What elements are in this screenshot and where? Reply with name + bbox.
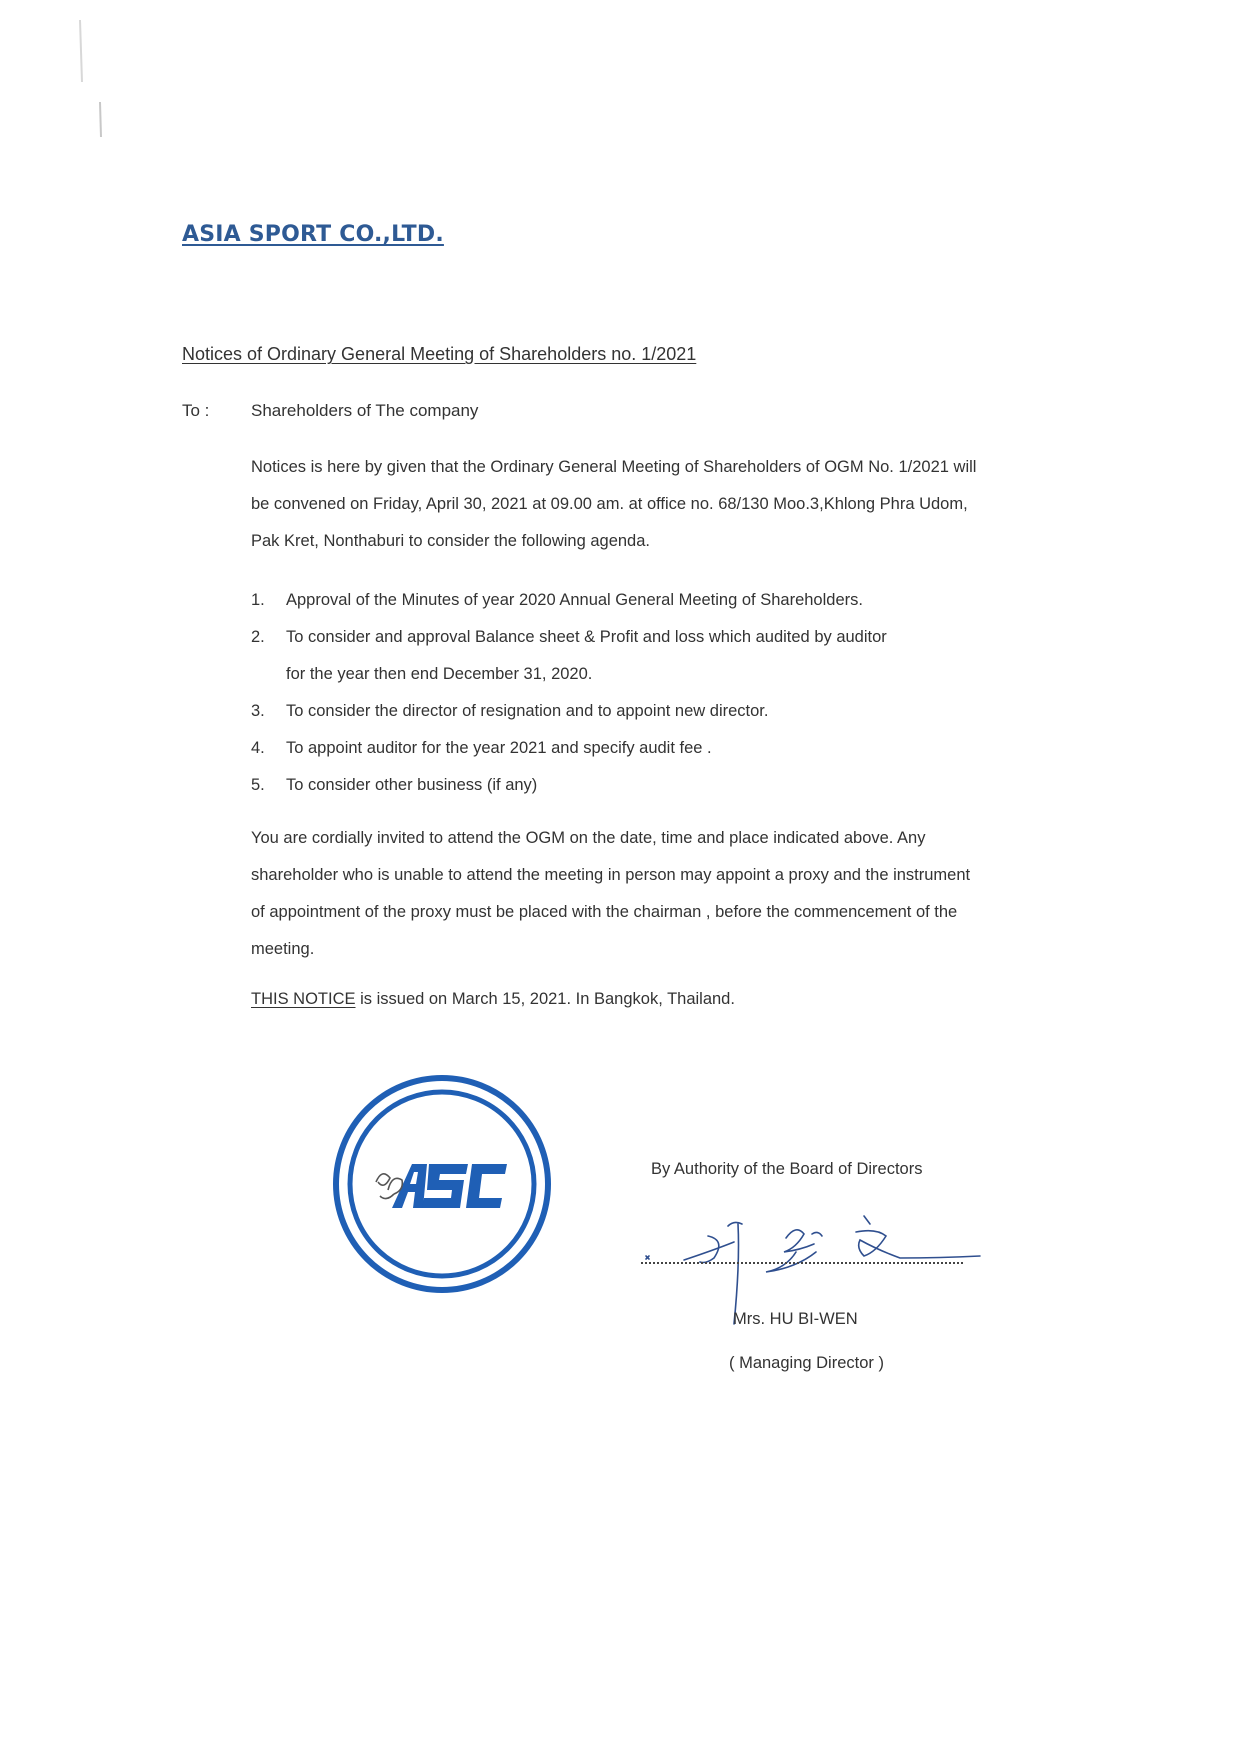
signer-title: ( Managing Director ) [729,1354,884,1372]
scan-mark [76,12,106,142]
intro-paragraph [251,449,1051,560]
agenda-number: 4. [251,739,265,757]
signature [636,1196,1006,1326]
agenda-text: To consider and approval Balance sheet & Profit and loss which audited by auditor [286,628,887,646]
signer-name: Mrs. HU BI-WEN [733,1310,858,1328]
agenda-text: To appoint auditor for the year 2021 and specify audit fee . [286,739,712,757]
issued-label: THIS NOTICE [251,990,356,1008]
agenda-text: Approval of the Minutes of year 2020 Annual General Meeting of Shareholders. [286,591,863,609]
authority-statement: By Authority of the Board of Directors [651,1160,923,1178]
to-recipient: Shareholders of The company [251,401,479,420]
seal-logo [392,1164,507,1208]
intro-line: Pak Kret, Nonthaburi to consider the following agenda. [251,532,650,550]
company-seal [330,1072,554,1296]
signature-line [641,1262,963,1264]
agenda-text: To consider other business (if any) [286,776,538,794]
invitation-line: meeting. [251,940,315,958]
intro-line: be convened on Friday, April 30, 2021 at 09.00 am. at office no. 68/130 Moo.3,Khlong Phra Udom, [251,495,968,513]
agenda-number: 3. [251,702,265,720]
agenda-number: 2. [251,628,265,646]
agenda-number: 5. [251,776,265,794]
intro-line: Notices is here by given that the Ordinary General Meeting of Shareholders of OGM No. 1/2021 will [251,458,977,476]
issued-statement [251,990,735,1009]
invitation-line: of appointment of the proxy must be placed with the chairman , before the commencement of the [251,903,958,921]
agenda-item [251,693,1051,730]
agenda-text: To consider the director of resignation and to appoint new director. [286,702,769,720]
agenda-number: 1. [251,591,265,609]
agenda-item [251,730,1051,767]
invitation-line: shareholder who is unable to attend the meeting in person may appoint a proxy and the instrument [251,866,971,884]
invitation-paragraph [251,820,1051,968]
agenda-item [251,767,1051,804]
agenda-item [251,582,1051,619]
issued-text: is issued on March 15, 2021. In Bangkok, Thailand. [355,990,735,1008]
invitation-line: You are cordially invited to attend the OGM on the date, time and place indicated above. Any [251,829,926,847]
agenda-text: for the year then end December 31, 2020. [286,665,593,683]
agenda-list [251,582,1051,804]
agenda-item [251,619,1051,693]
to-label: To : [182,401,210,420]
company-name: ASIA SPORT CO.,LTD. [182,222,444,247]
notice-title: Notices of Ordinary General Meeting of Shareholders no. 1/2021 [182,344,697,364]
